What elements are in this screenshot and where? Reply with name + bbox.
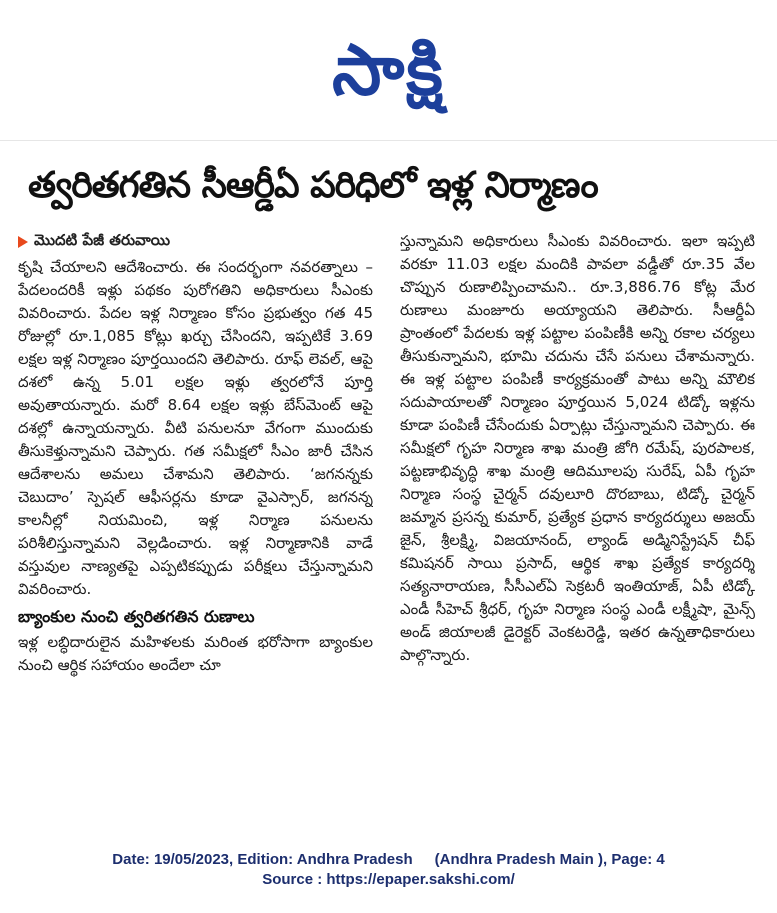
article-body bbox=[18, 230, 755, 818]
masthead bbox=[0, 0, 777, 140]
date-edition: Date: 19/05/2023, Edition: Andhra Pradesh bbox=[112, 851, 413, 868]
sakshi-logo: సాక్షి bbox=[332, 29, 445, 111]
triangle-marker-icon bbox=[18, 236, 28, 248]
continuation-marker bbox=[18, 230, 373, 253]
headline: త్వరితగతిన సీఆర్డీఏ పరిధిలో ఇళ్ల నిర్మాణం bbox=[28, 165, 598, 206]
page-info: (Andhra Pradesh Main ), Page: 4 bbox=[434, 851, 665, 868]
subheading: బ్యాంకుల నుంచి త్వరితగతిన రుణాలు bbox=[18, 607, 255, 626]
footer bbox=[0, 850, 777, 900]
article-column-right bbox=[400, 230, 755, 818]
source-link[interactable]: Source : https://epaper.sakshi.com/ bbox=[262, 871, 515, 888]
paragraph: కృషి చేయాలని ఆదేశించారు. ఈ సందర్భంగా నవరత్నాలు – పేదలందరికీ ఇళ్లు పథకం పురోగతిని అధికారులు సీఎంకు వివరించారు. పేదల ఇళ్ల నిర్మాణం కోసం ప్రభుత్వం గత 45 రోజుల్లో రూ.1,085 కోట్లు ఖర్చు చేసిందని, ఇప్పటికే 3.69 లక్షల ఇళ్ల నిర్మాణం పూర్తయిందని తెలిపారు. రూఫ్ లెవల్, ఆపై దశలో ఉన్న 5.01 లక్షల ఇళ్లు త్వరలోనే పూర్తి అవుతాయన్నారు. మరో 8.64 లక్షల ఇళ్లు బేస్‌మెంట్ ఆపై దశల్లో ఉన్నాయన్నారు. వీటి పనులనూ వేగంగా ముందుకు తీసుకెళ్తున్నామని చెప్పారు. గత సమీక్షలో సీఎం జారీ చేసిన ఆదేశాలను అమలు చేశామని తెలిపారు. ‘జగనన్నకు చెబుదాం’ స్పెషల్ ఆఫీసర్లను కూడా వైఎస్సార్, జగనన్న కాలనీల్లో నియమించి, ఇళ్ల నిర్మాణ పనులను పరిశీలిస్తున్నామని వెల్లడించారు. ఇళ్ల నిర్మాణానికి వాడే వస్తువుల నాణ్యతపై ఎప్పటికప్పుడు పరీక్షలు చేస్తున్నామని వివరించారు. bbox=[18, 258, 373, 598]
paragraph: స్తున్నామని అధికారులు సీఎంకు వివరించారు. ఇలా ఇప్పటి వరకూ 11.03 లక్షల మందికి పావలా వడ్డీతో రూ.35 వేల చొప్పున రుణాలిప్పించామని.. రూ.3,886.76 కోట్ల మేర రుణాలు మంజూరు అయ్యాయని తెలిపారు. సీఆర్డీఏ ప్రాంతంలో పేదలకు ఇళ్ల పట్టాల పంపిణీకి అన్ని రకాల చర్యలు తీసుకున్నామని, భూమి చదును చేసే పనులు చేశామన్నారు. ఈ ఇళ్ల పట్టాల పంపిణీ కార్యక్రమంతో పాటు అన్ని మౌలిక సదుపాయాలతో నిర్మాణం పూర్తయిన 5,024 టిడ్కో ఇళ్లను కూడా పంపిణీ చేసేందుకు ఏర్పాట్లు చేస్తున్నామని చెప్పారు. ఈ సమీక్షలో గృహ నిర్మాణ శాఖ మంత్రి జోగి రమేష్, పురపాలక, పట్టణాభివృద్ధి శాఖ మంత్రి ఆదిమూలపు సురేష్, ఏపీ గృహ నిర్మాణ సంస్థ చైర్మన్ దవులూరి దొరబాబు, టిడ్కో చైర్మన్ జమ్మాన ప్రసన్న కుమార్, ప్రత్యేక ప్రధాన కార్యదర్శులు అజయ్ జైన్, శ్రీలక్ష్మి, విజయానంద్, ల్యాండ్ అడ్మినిస్ట్రేషన్ చీఫ్ కమిషనర్ సాయి ప్రసాద్, ఆర్థిక శాఖ ప్రత్యేక కార్యదర్శి సత్యనారాయణ, సీసీఎల్‌ఏ సెక్రటరీ ఇంతియాజ్, ఏపీ టిడ్కో ఎండీ సీహెచ్ శ్రీధర్, గృహ నిర్మాణ సంస్థ ఎండీ లక్ష్మీషా, మైన్స్ అండ్ జియాలజీ డైరెక్టర్ వెంకటరెడ్డి, ఇతర ఉన్నతాధికారులు పాల్గొన్నారు. bbox=[400, 232, 755, 664]
continuation-label: మొదటి పేజీ తరువాయి bbox=[34, 230, 171, 249]
article-column-left bbox=[18, 230, 373, 818]
masthead-divider bbox=[0, 140, 777, 141]
paragraph: ఇళ్ల లబ్ధిదారులైన మహిళలకు మరింత భరోసాగా బ్యాంకుల నుంచి ఆర్థిక సహాయం అందేలా చూ bbox=[18, 633, 373, 674]
